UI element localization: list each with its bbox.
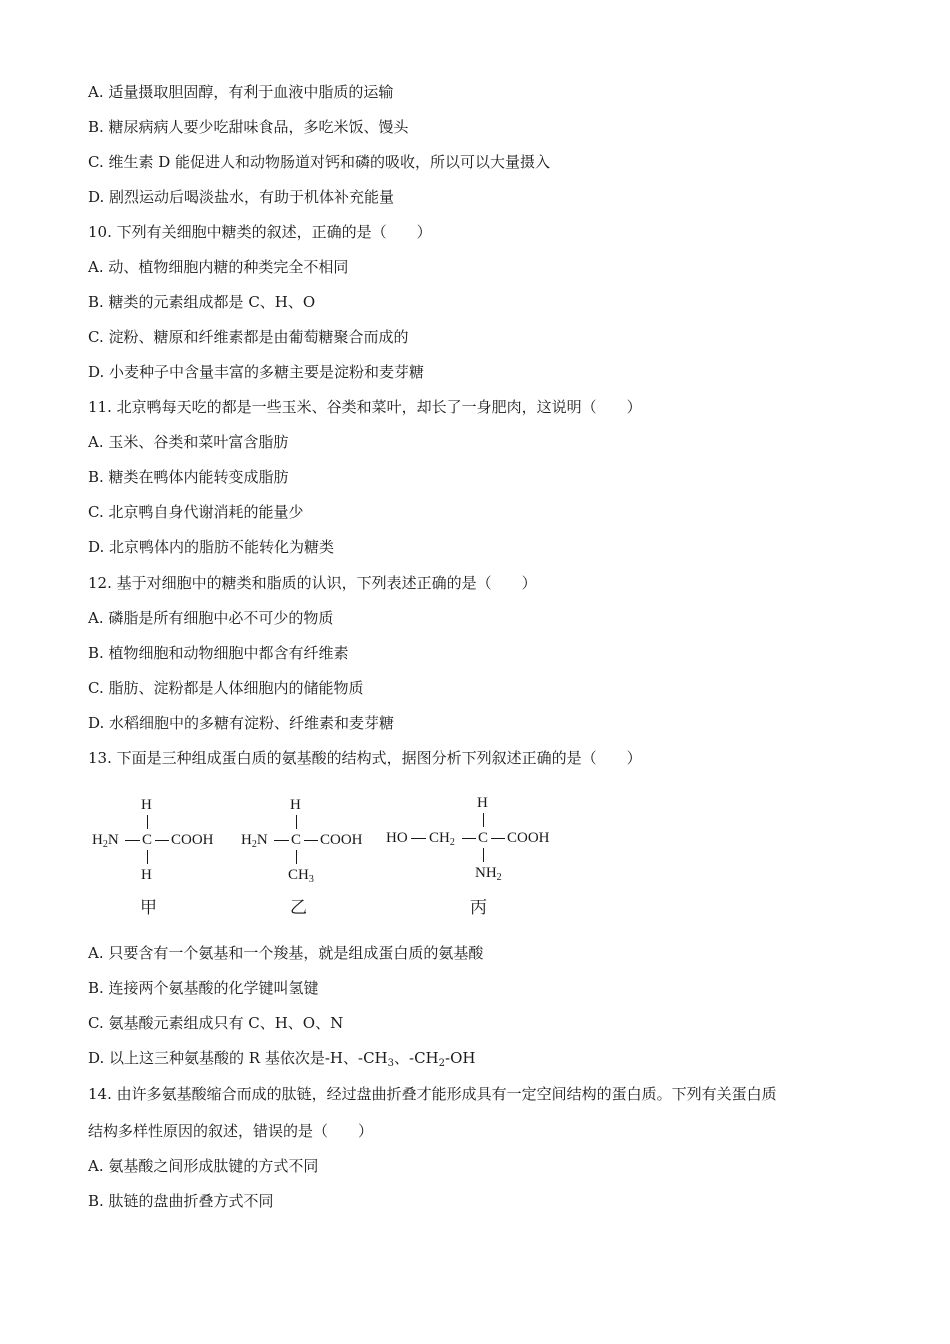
yi-left-bond — [274, 840, 289, 841]
q14-option-a: A. 氨基酸之间形成肽键的方式不同 — [88, 1157, 319, 1175]
caption-bing: 丙 — [470, 898, 487, 918]
jia-center-c: C — [142, 832, 153, 848]
yi-center-c: C — [291, 832, 302, 848]
q14-stem-line1: 14. 由许多氨基酸缩合而成的肽链，经过盘曲折叠才能形成具有一定空间结构的蛋白质。下列有关蛋白质 — [88, 1085, 777, 1103]
bing-center-c: C — [478, 830, 489, 846]
jia-top-bond — [147, 815, 148, 829]
q9-option-d: D. 剧烈运动后喝淡盐水，有助于机体补充能量 — [88, 188, 395, 206]
bing-amino: $NH_2$ — [475, 865, 502, 883]
jia-top-h: H — [141, 797, 152, 813]
q11-option-a: A. 玉米、谷类和菜叶富含脂肪 — [88, 433, 289, 451]
bing-right-bond — [491, 838, 505, 839]
bing-hydroxyl: HO — [386, 830, 408, 846]
q9-option-b: B. 糖尿病病人要少吃甜味食品，多吃米饭、馒头 — [88, 118, 409, 136]
yi-bottom-bond — [296, 850, 297, 864]
q13-stem: 13. 下面是三种组成蛋白质的氨基酸的结构式，据图分析下列叙述正确的是（ ） — [88, 749, 642, 767]
jia-bottom-h: H — [141, 867, 152, 883]
q11-option-b: B. 糖类在鸭体内能转变成脂肪 — [88, 468, 289, 486]
q13-option-d: D. 以上这三种氨基酸的 R 基依次是-H、$-CH_3$、$-CH_2-OH$ — [88, 1049, 476, 1069]
q10-option-a: A. 动、植物细胞内糖的种类完全不相同 — [88, 258, 349, 276]
bing-carboxyl: COOH — [507, 830, 550, 846]
yi-methyl: $CH_3$ — [288, 867, 314, 885]
q10-option-b: B. 糖类的元素组成都是 C、H、O — [88, 293, 316, 311]
q10-option-c: C. 淀粉、糖原和纤维素都是由葡萄糖聚合而成的 — [88, 328, 409, 346]
q12-option-a: A. 磷脂是所有细胞中必不可少的物质 — [88, 609, 334, 627]
q13-option-c: C. 氨基酸元素组成只有 C、H、O、N — [88, 1014, 344, 1032]
yi-carboxyl: COOH — [320, 832, 363, 848]
q12-option-b: B. 植物细胞和动物细胞中都含有纤维素 — [88, 644, 349, 662]
q9-option-c: C. 维生素 D 能促进人和动物肠道对钙和磷的吸收，所以可以大量摄入 — [88, 153, 551, 171]
jia-amino-group: $H_2N$ — [92, 832, 119, 850]
bing-top-h: H — [477, 795, 488, 811]
q14-stem-line2: 结构多样性原因的叙述，错误的是（ ） — [88, 1122, 374, 1140]
q10-stem: 10. 下列有关细胞中糖类的叙述，正确的是（ ） — [88, 223, 432, 241]
q12-option-c: C. 脂肪、淀粉都是人体细胞内的储能物质 — [88, 679, 364, 697]
caption-jia: 甲 — [140, 898, 157, 918]
jia-right-bond — [155, 840, 169, 841]
bing-bottom-bond — [483, 848, 484, 862]
q14-option-b: B. 肽链的盘曲折叠方式不同 — [88, 1192, 274, 1210]
q11-option-d: D. 北京鸭体内的脂肪不能转化为糖类 — [88, 538, 335, 556]
jia-carboxyl: COOH — [171, 832, 214, 848]
bing-top-bond — [483, 813, 484, 827]
q11-option-c: C. 北京鸭自身代谢消耗的能量少 — [88, 503, 304, 521]
q12-option-d: D. 水稻细胞中的多糖有淀粉、纤维素和麦芽糖 — [88, 714, 395, 732]
jia-left-bond — [125, 840, 140, 841]
q9-option-a: A. 适量摄取胆固醇，有利于血液中脂质的运输 — [88, 83, 394, 101]
bing-methylene: $CH_2$ — [429, 830, 455, 848]
q13-option-a: A. 只要含有一个氨基和一个羧基，就是组成蛋白质的氨基酸 — [88, 944, 484, 962]
yi-right-bond — [304, 840, 318, 841]
q11-stem: 11. 北京鸭每天吃的都是一些玉米、谷类和菜叶，却长了一身肥肉，这说明（ ） — [88, 398, 642, 416]
jia-bottom-bond — [147, 850, 148, 864]
yi-amino-group: $H_2N$ — [241, 832, 268, 850]
yi-top-bond — [296, 815, 297, 829]
bing-ho-bond — [411, 838, 426, 839]
q12-stem: 12. 基于对细胞中的糖类和脂质的认识，下列表述正确的是（ ） — [88, 574, 537, 592]
q10-option-d: D. 小麦种子中含量丰富的多糖主要是淀粉和麦芽糖 — [88, 363, 425, 381]
caption-yi: 乙 — [290, 898, 307, 918]
bing-left-bond — [462, 838, 476, 839]
q13-option-b: B. 连接两个氨基酸的化学键叫氢键 — [88, 979, 319, 997]
yi-top-h: H — [290, 797, 301, 813]
